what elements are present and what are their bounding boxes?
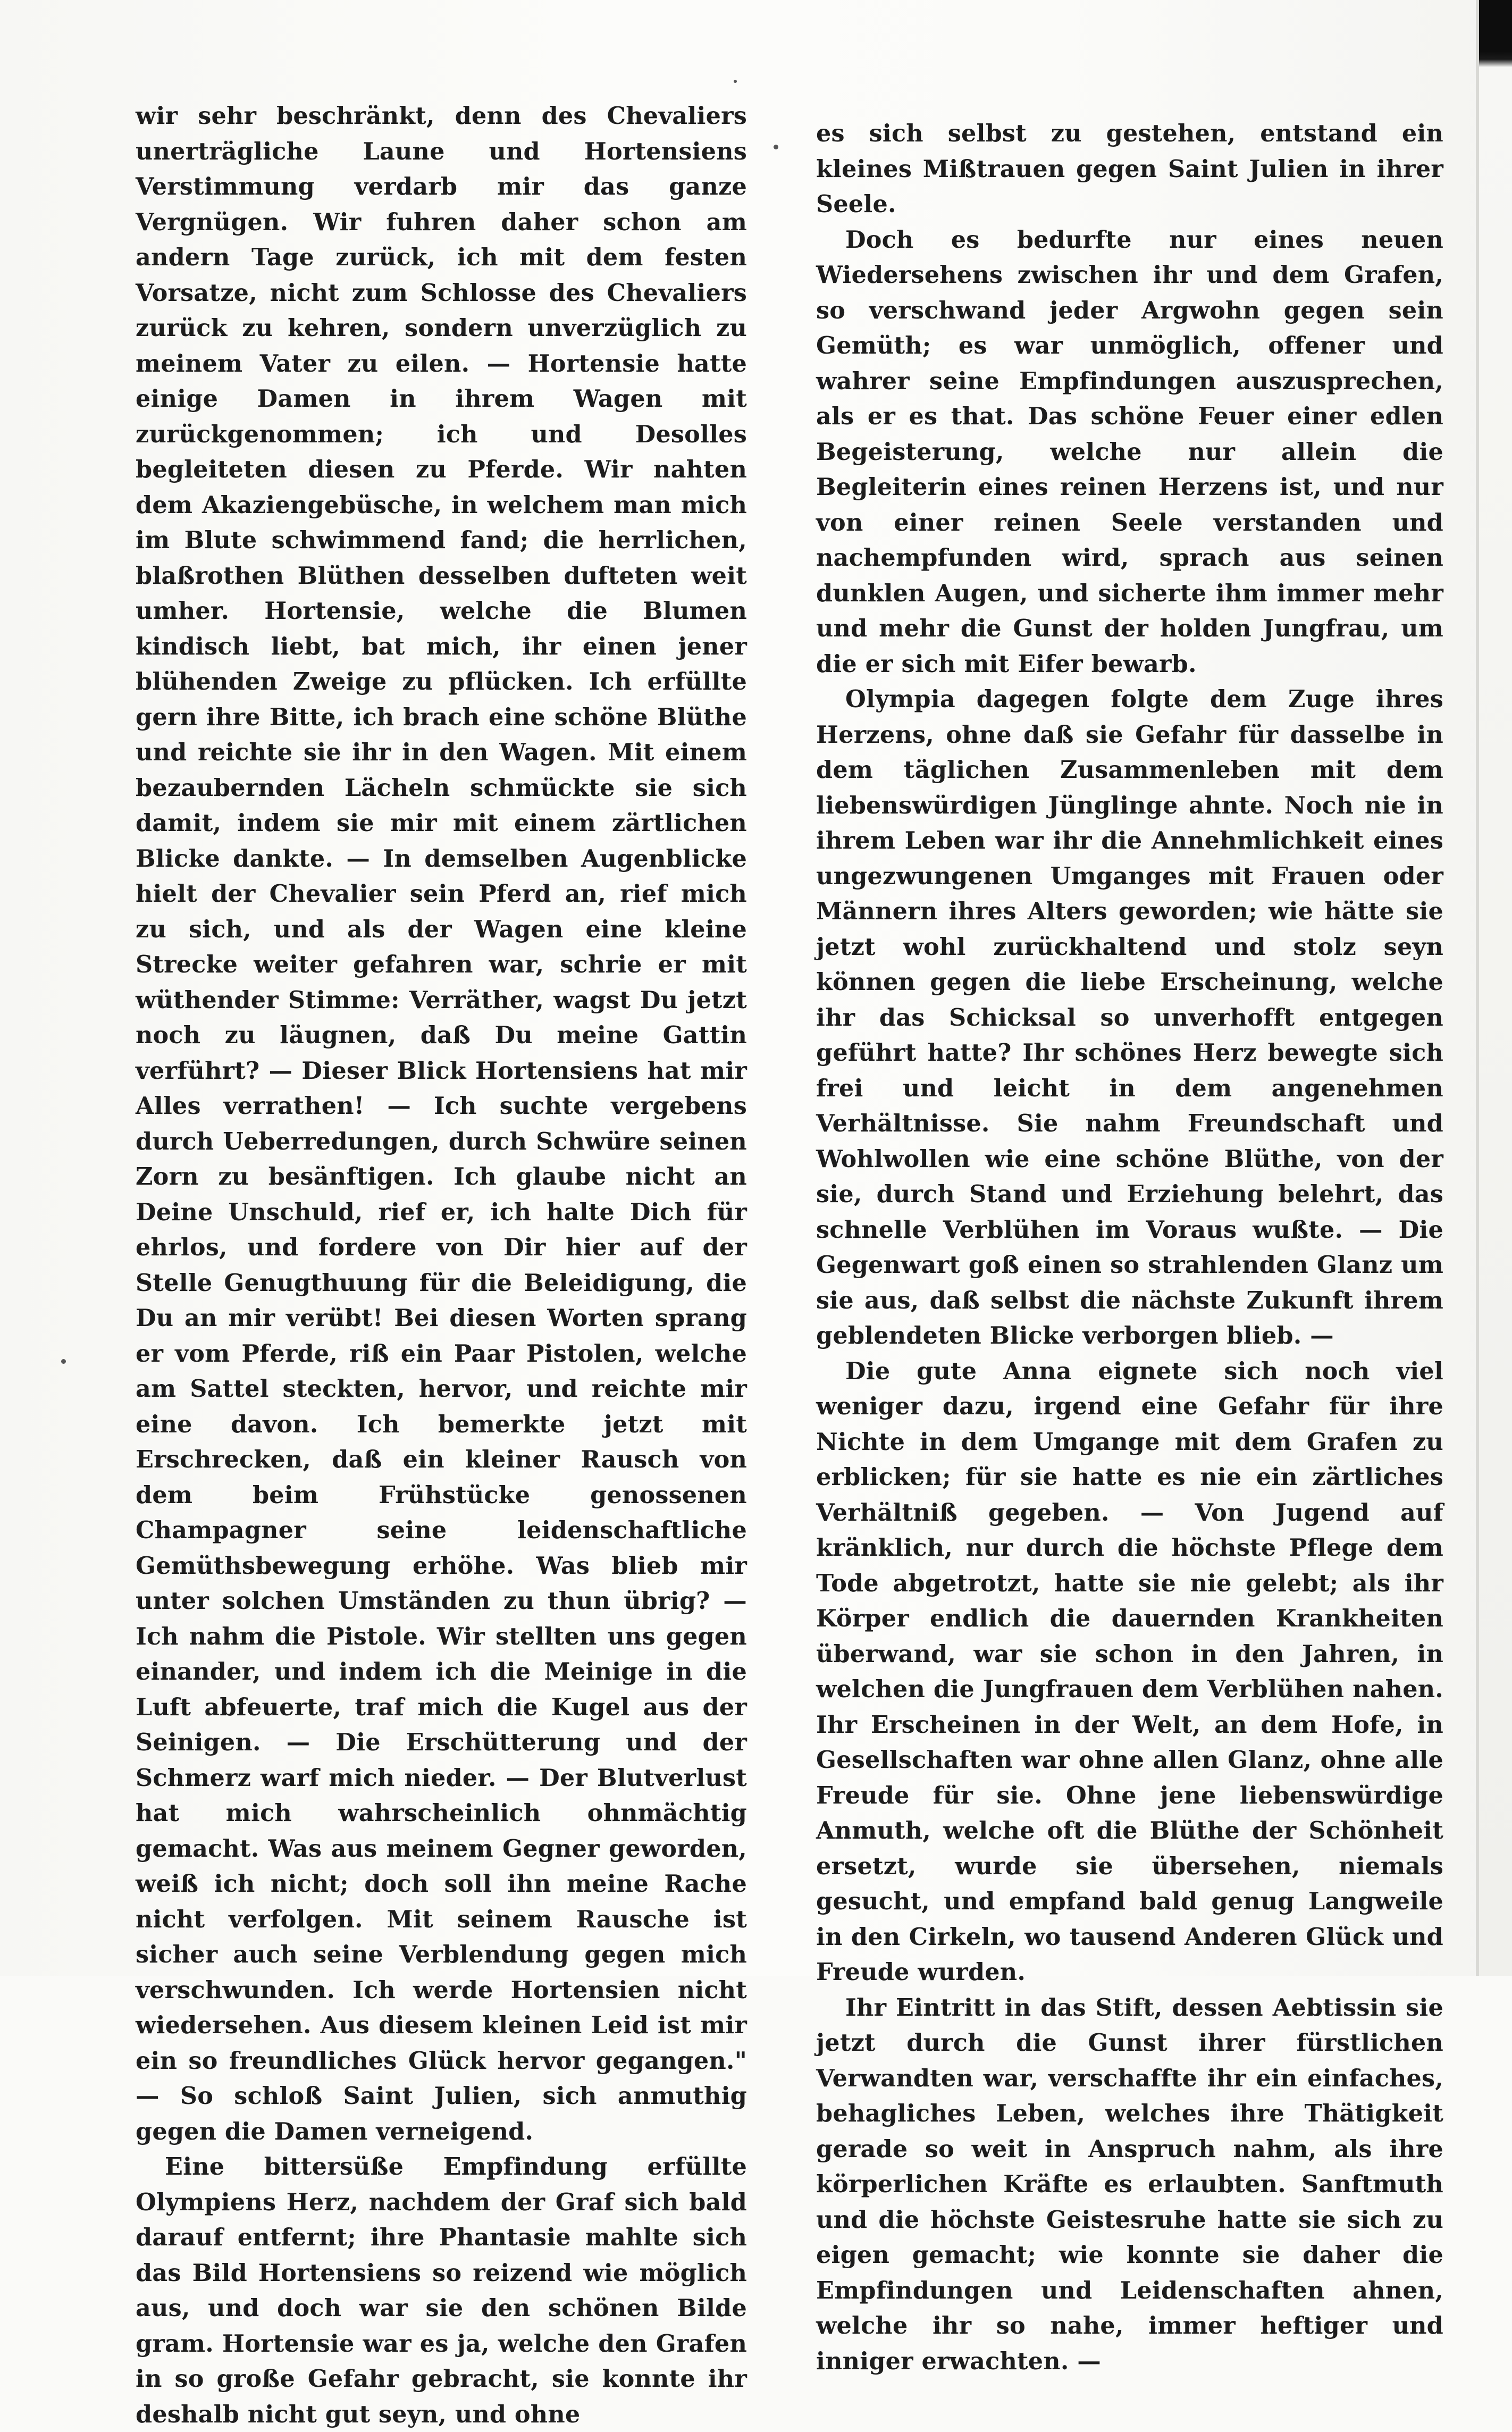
scan-border — [1479, 0, 1512, 1976]
paragraph: wir sehr beschränkt, denn des Chevaliers unerträgliche Laune und Hortensiens Verstimmung verdarb mir das ganze Vergnügen. Wir fuhren daher schon am andern Tage zurück, ich mit dem festen Vorsatze, nicht zum Schlosse des Chevaliers zurück zu kehren, sondern unverzüglich zu meinem Vater zu eilen. — Hortensie hatte einige Damen in ihrem Wagen mit zurückgenommen; ich und Desolles begleiteten diesen zu Pferde. Wir nahten dem Akaziengebüsche, in welchem man mich im Blute schwimmend fand; die herrlichen, blaßrothen Blüthen desselben dufteten weit umher. Hortensie, welche die Blumen kindisch liebt, bat mich, ihr einen jener blühenden Zweige zu pflücken. Ich erfüllte gern ihre Bitte, ich brach eine schöne Blüthe und reichte sie ihr in den Wagen. Mit einem bezaubernden Lächeln schmückte sie sich damit, indem sie mir mit einem zärtlichen Blicke dankte. — In demselben Augenblicke hielt der Chevalier sein Pferd an, rief mich zu sich, und als der Wagen eine kleine Strecke weiter gefahren war, schrie er mit wüthender Stimme: Verräther, wagst Du jetzt noch zu läugnen, daß Du meine Gattin verführt? — Dieser Blick Hortensiens hat mir Alles verrathen! — Ich suchte vergebens durch Ueberredungen, durch Schwüre seinen Zorn zu besänftigen. Ich glaube nicht an Deine Unschuld, rief er, ich halte Dich für ehrlos, und fordere von Dir hier auf der Stelle Genugthuung für die Beleidigung, die Du an mir verübt! Bei diesen Worten sprang er vom Pferde, riß ein Paar Pistolen, welche am Sattel steckten, hervor, und reichte mir eine davon. Ich bemerkte jetzt mit Erschrecken, daß ein kleiner Rausch von dem beim Frühstücke genossenen Champagner seine leidenschaftliche Gemüthsbewegung erhöhe. Was blieb mir unter solchen Umständen zu thun übrig? — Ich nahm die Pistole. Wir stellten uns gegen einander, und indem ich die Meinige in die Luft abfeuerte, traf mich die Kugel aus der Seinigen. — Die Erschütterung und der Schmerz warf mich nieder. — Der Blutverlust hat mich wahrscheinlich ohnmächtig gemacht. Was aus meinem Gegner geworden, weiß ich nicht; doch soll ihn meine Rache nicht verfolgen. Mit seinem Rausche ist sicher auch seine Verblendung gegen mich verschwunden. Ich werde Hortensien nicht wiedersehen. Aus diesem kleinen Leid ist mir ein so freundliches Glück hervor gegangen." — So schloß Saint Julien, sich anmuthig gegen die Damen verneigend. — [136, 102, 747, 2145]
paragraph: Olympia dagegen folgte dem Zuge ihres Herzens, ohne daß sie Gefahr für dasselbe in dem täglichen Zusammenleben mit dem liebenswürdigen Jünglinge ahnte. Noch nie in ihrem Leben war ihr die Annehmlichkeit eines ungezwungenen Umganges mit Frauen oder Männern ihres Alters geworden; wie hätte sie jetzt wohl zurückhaltend und stolz seyn können gegen die liebe Erscheinung, welche ihr das Schicksal so unverhofft entgegen geführt hatte? Ihr schönes Herz bewegte sich frei und leicht in dem angenehmen Verhältnisse. Sie nahm Freundschaft und Wohlwollen wie eine schöne Blüthe, von der sie, durch Stand und Erziehung belehrt, das schnelle Verblühen im Voraus wußte. — Die Gegenwart goß einen so strahlenden Glanz um sie aus, daß selbst die nächste Zukunft ihrem geblendeten Blicke verborgen blieb. — — [816, 685, 1443, 1349]
paragraph: Eine bittersüße Empfindung erfüllte Olympiens Herz, nachdem der Graf sich bald darauf entfernt; ihre Phantasie mahlte sich das Bild Hortensiens so reizend wie möglich aus, und doch war sie den schönen Bilde gram. Hortensie war es ja, welche den Grafen in so große Gefahr gebracht, sie konnte ihr deshalb nicht gut seyn, und ohne — [136, 2153, 747, 2428]
paragraph: Ihr Eintritt in das Stift, dessen Aebtissin sie jetzt durch die Gunst ihrer fürstlichen Verwandten war, verschaffte ihr ein einfaches, behagliches Leben, welches ihre Thätigkeit gerade so weit in Anspruch nahm, als ihre körperlichen Kräfte es erlaubten. Sanftmuth und die höchste Geistesruhe hatte sie sich zu eigen gemacht; wie konnte sie daher die Empfindungen und Leidenschaften ahnen, welche ihr so nahe, immer heftiger und inniger erwachten. — — [816, 1993, 1443, 2375]
speck — [61, 1359, 66, 1364]
paragraph: es sich selbst zu gestehen, entstand ein kleines Mißtrauen gegen Saint Julien in ihrer Seele. — [816, 120, 1443, 218]
speck — [734, 80, 737, 83]
paragraph: Doch es bedurfte nur eines neuen Wiedersehens zwischen ihr und dem Grafen, so verschwand jeder Argwohn gegen sein Gemüth; es war unmöglich, offener und wahrer seine Empfindungen auszusprechen, als er es that. Das schöne Feuer einer edlen Begeisterung, welche nur allein die Begleiterin eines reinen Herzens ist, und nur von einer reinen Seele verstanden und nachempfunden wird, sprach aus seinen dunklen Augen, und sicherte ihm immer mehr und mehr die Gunst der holden Jungfrau, um die er sich mit Eifer bewarb. — [816, 225, 1443, 678]
speck — [774, 145, 778, 149]
right-text-column — [816, 116, 1443, 2379]
paragraph: Die gute Anna eignete sich noch viel weniger dazu, irgend eine Gefahr für ihre Nichte in dem Umgange mit dem Grafen zu erblicken; für sie hatte es nie ein zärtliches Verhältniß gegeben. — Von Jugend auf kränklich, nur durch die höchste Pflege dem Tode abgetrotzt, hatte sie nie gelebt; als ihr Körper endlich die dauernden Krankheiten überwand, war sie schon in den Jahren, in welchen die Jungfrauen dem Verblühen nahen. Ihr Erscheinen in der Welt, an dem Hofe, in Gesellschaften war ohne allen Glanz, ohne alle Freude für sie. Ohne jene liebenswürdige Anmuth, welche oft die Blüthe der Schönheit ersetzt, wurde sie übersehen, niemals gesucht, und empfand bald genug Langweile in den Cirkeln, wo tausend Anderen Glück und Freude wurden. — [816, 1357, 1443, 1986]
left-text-column — [136, 98, 747, 2432]
